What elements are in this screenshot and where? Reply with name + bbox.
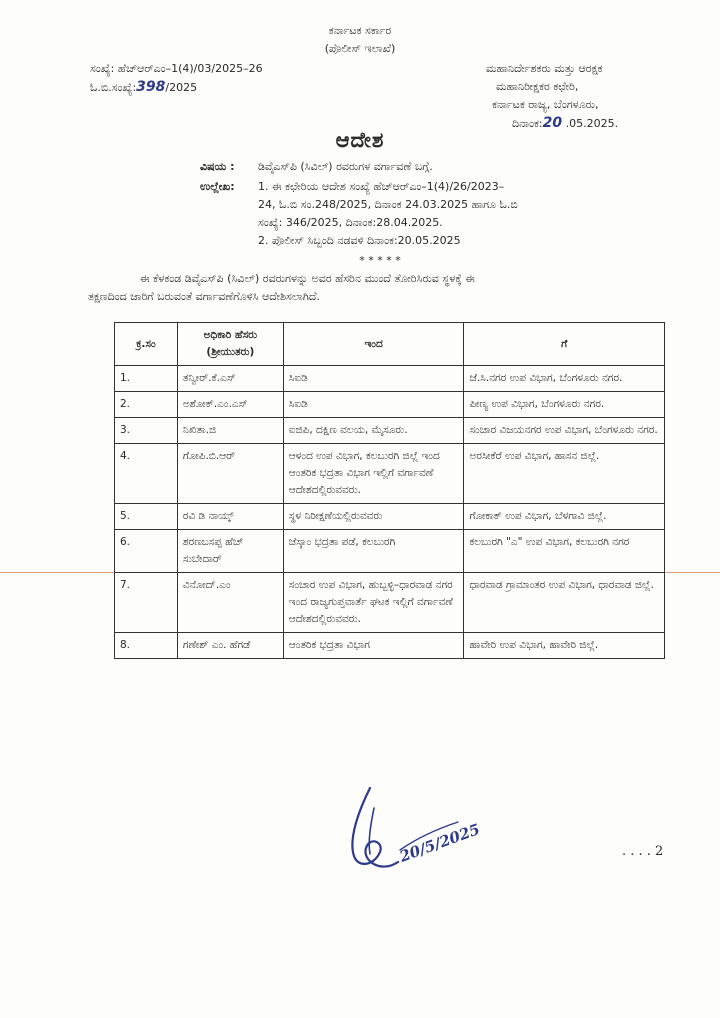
cell-serial: 8.: [115, 633, 178, 659]
cell-serial: 2.: [115, 392, 178, 418]
order-body-line-2: ತಕ್ಷಣದಿಂದ ಜಾರಿಗೆ ಬರುವಂತೆ ವರ್ಗಾವಣೆಗೊಳಿಸಿ ಆದೇಶಿಸಲಾಗಿದೆ.: [88, 290, 320, 303]
cell-serial: 7.: [115, 573, 178, 633]
header-serial: ಕ್ರ.ಸಂ: [115, 323, 178, 366]
signature-date: 20/5/2025: [397, 820, 483, 866]
office-date-prefix: ದಿನಾಂಕ:: [512, 117, 543, 130]
cell-to: ಪೀಣ್ಯ ಉಪ ವಿಭಾಗ, ಬೆಂಗಳೂರು ನಗರ.: [464, 392, 665, 418]
order-number: ಸಂಖ್ಯೆ: ಹೆಚ್‌ಆರ್‌ಎಂ–1(4)/03/2025–26: [90, 62, 263, 75]
cell-from: ಆಂತರಿಕ ಭದ್ರತಾ ವಿಭಾಗ: [283, 633, 464, 659]
reference-line-2: 24, ಓ.ಬಿ ಸಂ.248/2025, ದಿನಾಂಕ 24.03.2025 ಹಾಗೂ ಓ.ಬಿ: [258, 198, 518, 211]
order-body: [88, 270, 668, 306]
cell-officer-name: ರವಿ ಡಿ ನಾಯ್ಕ್: [177, 504, 283, 530]
order-body-line-1: ಈ ಕೆಳಕಂಡ ಡಿವೈಎಸ್‌ಪಿ (ಸಿವಿಲ್) ರವರುಗಳನ್ನು ಅವರ ಹೆಸರಿನ ಮುಂದೆ ತೋರಿಸಿರುವ ಸ್ಥಳಕ್ಕೆ ಈ: [140, 272, 475, 285]
cell-to: ಜೆ.ಸಿ.ನಗರ ಉಪ ವಿಭಾಗ, ಬೆಂಗಳೂರು ನಗರ.: [464, 366, 665, 392]
table-row: [115, 392, 665, 418]
separator-stars: * * * * *: [359, 254, 401, 267]
office-date-suffix: .05.2025.: [562, 117, 619, 130]
cell-to: ಅರಸೀಕೆರೆ ಉಪ ವಿಭಾಗ, ಹಾಸನ ಜಿಲ್ಲೆ.: [464, 444, 665, 504]
table-row: [115, 573, 665, 633]
table-row: [115, 418, 665, 444]
cell-from: ಜೆಸ್ಕಾಂ ಭದ್ರತಾ ಪಡೆ, ಕಲಬುರಗಿ: [283, 530, 464, 573]
cell-serial: 4.: [115, 444, 178, 504]
ob-number: [90, 78, 263, 97]
header-officer-name: ಅಧಿಕಾರಿ ಹೆಸರು (ಶ್ರೀಯುತರು): [177, 323, 283, 366]
cell-officer-name: ವಿನೋದ್.ಎಂ: [177, 573, 283, 633]
cell-to: ಹಾವೇರಿ ಉಪ ವಿಭಾಗ, ಹಾವೇರಿ ಜಿಲ್ಲೆ.: [464, 633, 665, 659]
table-row: [115, 633, 665, 659]
cell-officer-name: ಅಶೋಕ್.ಎಂ.ಎಸ್: [177, 392, 283, 418]
reference-list: [200, 178, 640, 250]
reference-label: ಉಲ್ಲೇಖ:: [200, 180, 235, 193]
table-row: [115, 444, 665, 504]
reference-line-4: 2. ಪೊಲೀಸ್ ಸಿಬ್ಬಂದಿ ನಡವಳಿ ದಿನಾಂಕ:20.05.2025: [258, 234, 461, 247]
subject-line: [200, 158, 433, 176]
cell-from: ಸಿಐಡಿ: [283, 392, 464, 418]
government-header: [0, 22, 720, 58]
cell-officer-name: ಗಣೇಶ್ ಎಂ. ಹೆಗಡೆ: [177, 633, 283, 659]
table-row: [115, 530, 665, 573]
office-line-2: ಮಹಾನಿರೀಕ್ಷಕರ ಕಛೇರಿ,: [496, 80, 579, 93]
cell-serial: 6.: [115, 530, 178, 573]
cell-officer-name: ನಿಖಿತಾ.ಜಿ: [177, 418, 283, 444]
reference-block: [90, 60, 263, 97]
table-row: [115, 504, 665, 530]
cell-from: ಸ್ಥಳ ನಿರೀಕ್ಷಣೆಯಲ್ಲಿರುವವರು: [283, 504, 464, 530]
reference-line-1: 1. ಈ ಕಛೇರಿಯ ಆದೇಶ ಸಂಖ್ಯೆ ಹೆಚ್‌ಆರ್‌ಎಂ–1(4)/26/2023–: [258, 180, 505, 193]
subject-text: ಡಿವೈಎಸ್‌ಪಿ (ಸಿವಿಲ್) ರವರುಗಳ ವರ್ಗಾವಣೆ ಬಗ್ಗೆ.: [258, 160, 433, 173]
cell-serial: 3.: [115, 418, 178, 444]
cell-to: ಸಂಚಾರ ವಿಜಯನಗರ ಉಪ ವಿಭಾಗ, ಬೆಂಗಳೂರು ನಗರ.: [464, 418, 665, 444]
office-address: [486, 60, 686, 133]
cell-to: ಕಲಬುರಗಿ "ಎ" ಉಪ ವಿಭಾಗ, ಕಲಬುರಗಿ ನಗರ: [464, 530, 665, 573]
ob-number-handwritten: 398: [136, 79, 166, 95]
cell-officer-name: ತನ್ವೀರ್.ಕೆ.ಎಸ್: [177, 366, 283, 392]
cell-officer-name: ಗೋಪಿ.ಬಿ.ಆರ್: [177, 444, 283, 504]
office-line-3: ಕರ್ನಾಟಕ ರಾಜ್ಯ, ಬೆಂಗಳೂರು,: [492, 98, 599, 111]
cell-from: ಸಂಚಾರ ಉಪ ವಿಭಾಗ, ಹುಬ್ಬಳ್ಳಿ–ಧಾರವಾಡ ನಗರ ಇಂದ ರಾಜ್ಯಗುಪ್ತವಾರ್ತೆ ಘಟಕ ಇಲ್ಲಿಗೆ ವರ್ಗಾವಣೆ ಆದೇಶದಲ್ಲಿರುವವರು.: [283, 573, 464, 633]
cell-serial: 5.: [115, 504, 178, 530]
cell-from: ಐಜಿಪಿ, ದಕ್ಷಿಣ ವಲಯ, ಮೈಸೂರು.: [283, 418, 464, 444]
table-header-row: [115, 323, 665, 366]
reference-line-3: ಸಂಖ್ಯೆ: 346/2025, ದಿನಾಂಕ:28.04.2025.: [258, 216, 443, 229]
header-from: ಇಂದ: [283, 323, 464, 366]
table-row: [115, 366, 665, 392]
subject-label: ವಿಷಯ :: [200, 160, 235, 173]
cell-from: ಆಳಂದ ಉಪ ವಿಭಾಗ, ಕಲಬುರಗಿ ಜಿಲ್ಲೆ ಇಂದ ಆಂತರಿಕ ಭದ್ರತಾ ವಿಭಾಗ ಇಲ್ಲಿಗೆ ವರ್ಗಾವಣೆ ಆದೇಶದಲ್ಲಿರುವವರು.: [283, 444, 464, 504]
ob-number-prefix: ಓ.ಬಿ.ಸಂಖ್ಯೆ:: [90, 81, 137, 94]
cell-to: ಧಾರವಾಡ ಗ್ರಾಮಾಂತರ ಉಪ ವಿಭಾಗ, ಧಾರವಾಡ ಜಿಲ್ಲೆ.: [464, 573, 665, 633]
handwritten-signature: [340, 778, 483, 888]
page-title: ಆದೇಶ: [335, 128, 385, 152]
header-to: ಗೆ: [464, 323, 665, 366]
cell-officer-name: ಶರಣಬಸಪ್ಪ ಹೆಚ್ ಸುಬೇದಾರ್: [177, 530, 283, 573]
ob-number-suffix: /2025: [165, 81, 198, 94]
cell-from: ಸಿಐಡಿ: [283, 366, 464, 392]
office-line-1: ಮಹಾನಿರ್ದೇಶಕರು ಮತ್ತು ಆರಕ್ಷಕ: [486, 62, 603, 75]
transfer-table: [114, 322, 665, 659]
page-continuation: . . . . 2: [622, 844, 664, 859]
office-date-handwritten: 20: [542, 115, 563, 131]
government-name: ಕರ್ನಾಟಕ ಸರ್ಕಾರ: [328, 24, 392, 37]
cell-to: ಗೋಕಾಕ್ ಉಪ ವಿಭಾಗ, ಬೆಳಗಾವಿ ಜಿಲ್ಲೆ.: [464, 504, 665, 530]
cell-serial: 1.: [115, 366, 178, 392]
department-name: (ಪೊಲೀಸ್ ಇಲಾಖೆ): [324, 42, 396, 55]
